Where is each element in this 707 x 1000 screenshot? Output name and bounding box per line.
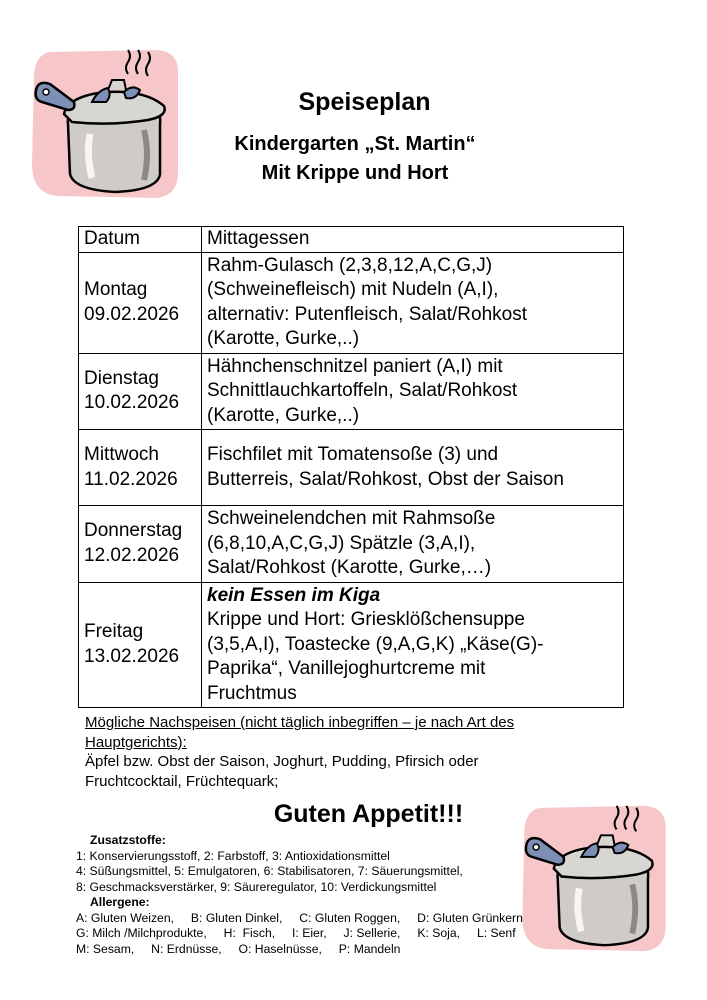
closing-message: Guten Appetit!!! [273, 800, 464, 828]
date: 13.02.2026 [84, 645, 180, 667]
date: 09.02.2026 [84, 303, 180, 325]
date-cell [79, 252, 202, 353]
date: 12.02.2026 [84, 544, 180, 566]
meal-cell [202, 252, 624, 353]
dessert-text: Fruchtcocktail, Früchtequark; [85, 772, 279, 790]
subtitle-krippe-hort: Mit Krippe und Hort [261, 162, 449, 184]
meal-line: (Karotte, Gurke,..) [207, 404, 360, 426]
cooking-pot-icon [518, 800, 670, 955]
date: 11.02.2026 [84, 468, 178, 490]
page-title: Speiseplan [298, 88, 431, 116]
weekday: Mittwoch [84, 444, 159, 465]
meal-line: Krippe und Hort: Griesklößchensuppe [207, 609, 525, 630]
meal-line: Butterreis, Salat/Rohkost, Obst der Saison [207, 468, 564, 490]
meal-line: alternativ: Putenfleisch, Salat/Rohkost [207, 303, 528, 325]
allergens-legend [76, 895, 556, 957]
meal-line: Paprika“, Vanillejoghurtcreme mit [207, 658, 486, 679]
meal-line: (Schweinefleisch) mit Nudeln (A,I), [207, 279, 499, 300]
table-row [79, 506, 624, 583]
weekday: Freitag [84, 621, 144, 643]
menu-table [78, 226, 624, 708]
table-row [79, 353, 624, 430]
table-row [79, 430, 624, 506]
allergens-heading: Allergene: [90, 895, 150, 909]
weekday: Montag [84, 279, 148, 300]
header-datum: Datum [79, 227, 202, 253]
dessert-heading-line: Mögliche Nachspeisen (nicht täglich inbegriffen – je nach Art des [85, 714, 515, 731]
table-header-row [79, 227, 624, 253]
dessert-heading [85, 713, 585, 752]
date-cell [79, 353, 202, 430]
additives-line: 1: Konservierungsstoff, 2: Farbstoff, 3: Antioxidationsmittel [76, 848, 390, 863]
no-food-notice: kein Essen im Kiga [207, 584, 381, 606]
date-cell [79, 430, 202, 506]
additives-heading: Zusatzstoffe: [90, 833, 166, 847]
table-row [79, 252, 624, 353]
meal-line: Schnittlauchkartoffeln, Salat/Rohkost [207, 380, 518, 401]
meal-line: Fruchtmus [207, 682, 297, 704]
allergens-line: G: Milch /Milchprodukte, H: Fisch, I: Eier, J: Sellerie, K: Soja, L: Senf [76, 926, 516, 940]
header-mittagessen: Mittagessen [202, 227, 624, 253]
meal-cell [202, 430, 624, 506]
dessert-text: Äpfel bzw. Obst der Saison, Joghurt, Pudding, Pfirsich oder [85, 753, 479, 770]
date-cell [79, 506, 202, 583]
meal-line: Fischfilet mit Tomatensoße (3) und [207, 444, 499, 465]
meal-line: Schweinelendchen mit Rahmsoße [207, 508, 496, 529]
allergens-line: A: Gluten Weizen, B: Gluten Dinkel, C: Gluten Roggen, D: Gluten Grünkern [76, 910, 523, 925]
dessert-section [85, 713, 585, 791]
additives-legend [76, 833, 556, 895]
additives-line: 4: Süßungsmittel, 5: Emulgatoren, 6: Stabilisatoren, 7: Säuerungsmittel, [76, 864, 463, 878]
meal-line: (3,5,A,I), Toastecke (9,A,G,K) „Käse(G)- [207, 633, 544, 655]
weekday: Donnerstag [84, 520, 183, 542]
meal-line: Salat/Rohkost (Karotte, Gurke,…) [207, 557, 492, 578]
meal-cell [202, 506, 624, 583]
table-row [79, 582, 624, 708]
meal-cell [202, 353, 624, 430]
meal-line: Hähnchenschnitzel paniert (A,I) mit [207, 355, 503, 377]
additives-line: 8: Geschmacksverstärker, 9: Säureregulator, 10: Verdickungsmittel [76, 879, 437, 894]
dessert-heading-line: Hauptgerichts): [85, 733, 187, 751]
allergens-line: M: Sesam, N: Erdnüsse, O: Haselnüsse, P: Mandeln [76, 941, 401, 956]
date-cell [79, 582, 202, 708]
date: 10.02.2026 [84, 392, 180, 414]
meal-cell [202, 582, 624, 708]
meal-line: (Karotte, Gurke,..) [207, 328, 360, 349]
subtitle-kindergarten: Kindergarten „St. Martin“ [234, 133, 476, 155]
meal-line: Rahm-Gulasch (2,3,8,12,A,C,G,J) [207, 254, 493, 276]
weekday: Dienstag [84, 367, 159, 389]
meal-line: (6,8,10,A,C,G,J) Spätzle (3,A,I), [207, 532, 476, 554]
